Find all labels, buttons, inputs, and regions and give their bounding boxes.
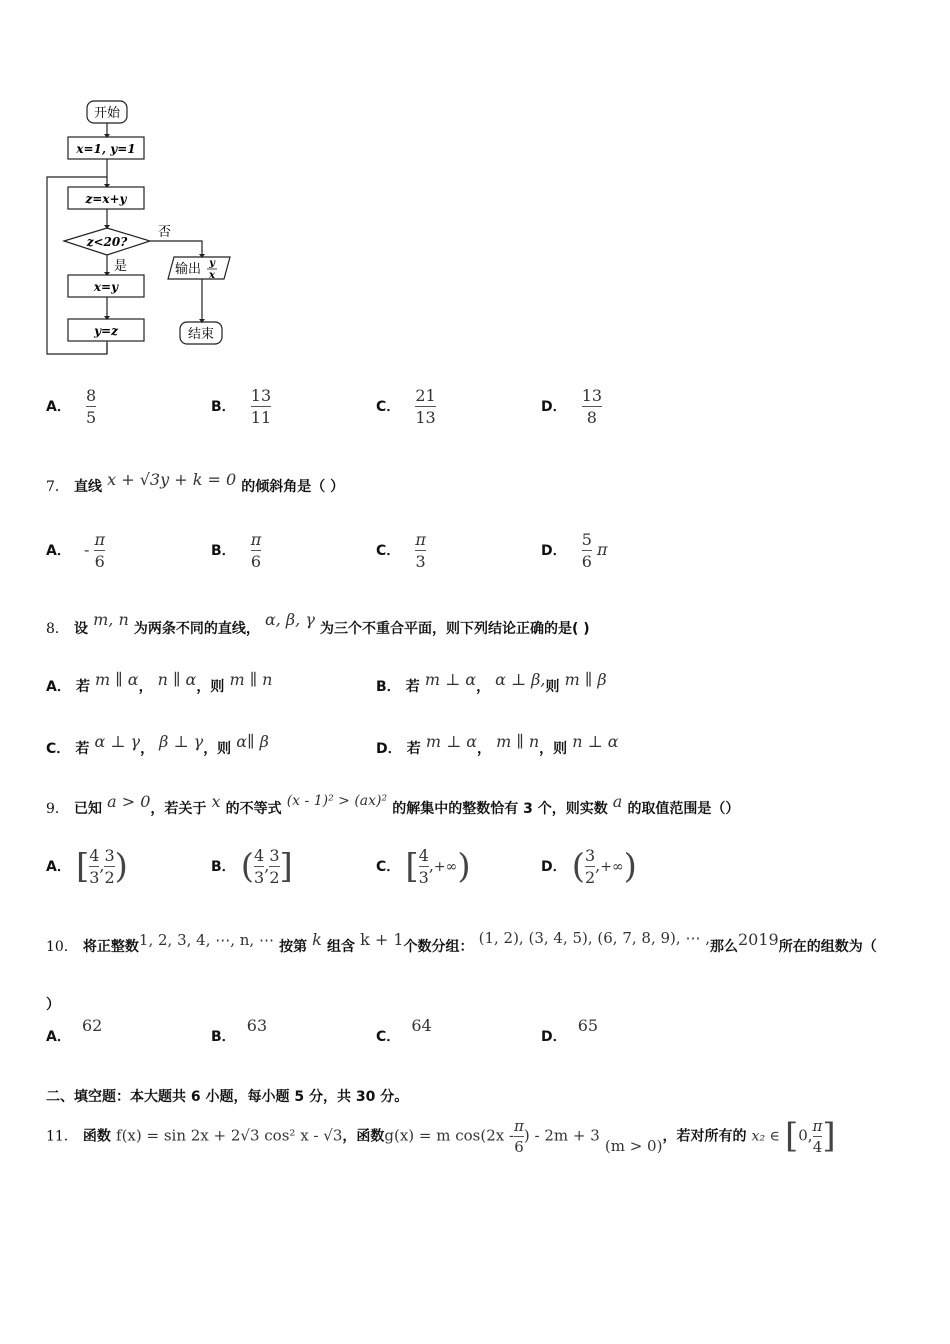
interval-bracket: (: [571, 846, 585, 887]
question-text: ，若关于: [150, 801, 207, 817]
interval-left: 0,: [798, 1126, 813, 1145]
q7-option-c[interactable]: [376, 530, 426, 571]
interval-bracket: [: [75, 846, 90, 887]
flowchart-yes-label: 是: [114, 259, 128, 274]
flowchart-output-numerator: y: [209, 258, 215, 269]
option-text: ，: [477, 741, 492, 757]
question-text: 的倾斜角是（ ）: [241, 479, 345, 495]
fraction-denominator: 6: [581, 552, 592, 572]
option-text: 若: [405, 679, 420, 695]
q9-option-a[interactable]: [46, 846, 128, 887]
q9-stem: [46, 792, 740, 818]
interval-bracket: ]: [279, 846, 293, 887]
q10-option-a[interactable]: [46, 1016, 103, 1046]
variable-a: a: [612, 792, 623, 811]
pi-symbol: π: [597, 540, 608, 560]
option-value: 64: [411, 1016, 432, 1035]
flowchart: [40, 95, 240, 360]
option-text: ，则: [196, 679, 225, 695]
fraction-numerator: 5: [581, 530, 592, 549]
conclusion-math: n ⊥ α: [572, 732, 619, 751]
question-text: 所在的组数为（: [778, 939, 877, 955]
fraction-numerator: 3: [269, 846, 280, 865]
condition-math: α ⊥ β,: [495, 670, 546, 689]
group-size-math: k + 1: [360, 930, 404, 949]
q6-option-b[interactable]: [211, 386, 271, 427]
fraction-numerator: 13: [250, 386, 272, 405]
question-text: 的取值范围是（）: [627, 801, 740, 817]
fraction-denominator: 6: [514, 1137, 524, 1156]
fraction-denominator: 4: [812, 1137, 823, 1156]
condition-math: n ∥ α: [157, 670, 197, 689]
line-equation: x + √3y + k = 0: [107, 470, 237, 489]
condition-math: m ⊥ α: [424, 670, 477, 689]
option-letter: D．: [376, 741, 402, 757]
q7-option-d[interactable]: [541, 530, 608, 571]
q10-stem: [46, 929, 877, 956]
option-letter: A．: [46, 859, 71, 876]
fraction-numerator: 3: [104, 846, 115, 865]
question-number: 8．: [46, 621, 69, 637]
q8-stem: [46, 610, 590, 638]
comma: ,: [428, 856, 434, 876]
condition-math: α ⊥ γ: [94, 732, 141, 751]
fraction-numerator: 4: [89, 846, 100, 865]
fraction-numerator: 8: [85, 386, 97, 405]
option-letter: A．: [46, 399, 71, 416]
fraction-numerator: π: [94, 530, 105, 549]
question-text: ，函数: [342, 1128, 385, 1145]
question-text: 为两条不同的直线，: [133, 621, 260, 637]
option-text: ，: [476, 679, 491, 695]
question-text: 按第: [279, 939, 308, 955]
q9-option-c[interactable]: [376, 846, 471, 887]
q9-option-d[interactable]: [541, 846, 637, 887]
option-text: 则: [545, 679, 560, 695]
option-text: ，: [138, 679, 153, 695]
option-letter: C．: [376, 1029, 401, 1045]
conclusion-math: α∥ β: [236, 732, 269, 751]
option-letter: D．: [541, 399, 567, 416]
option-letter: D．: [541, 1029, 567, 1045]
flowchart-assign-x-label: x=y: [93, 280, 119, 294]
fraction-numerator: π: [250, 530, 262, 549]
option-text: 若: [75, 679, 90, 695]
q6-option-c[interactable]: [376, 386, 436, 427]
conclusion-math: m ∥ n: [229, 670, 273, 689]
variable-x2: x₂ ∈: [751, 1128, 780, 1145]
flowchart-assign-z-label: z=x+y: [85, 192, 127, 206]
condition-math: (m > 0): [604, 1136, 663, 1155]
option-letter: A．: [46, 1029, 71, 1045]
flowchart-no-label: 否: [158, 225, 172, 240]
question-text: 将正整数: [82, 939, 139, 955]
fraction-numerator: π: [415, 530, 426, 549]
flowchart-output-label: 输出: [175, 262, 202, 277]
q10-close-paren: ）: [46, 997, 60, 1013]
fraction-numerator: π: [514, 1116, 524, 1135]
fraction-numerator: 4: [418, 846, 429, 865]
function-g-math: ) - 2m + 3: [523, 1126, 600, 1145]
question-text: 直线: [74, 479, 103, 495]
question-text: 为三个不重合平面，则下列结论正确的是( ): [320, 621, 590, 637]
interval-bracket: [: [405, 846, 419, 887]
fraction-numerator: 4: [254, 846, 265, 865]
question-text: 的不等式: [225, 801, 282, 817]
option-letter: A．: [46, 679, 71, 695]
fraction-denominator: 13: [415, 408, 436, 428]
option-letter: A．: [46, 543, 71, 560]
question-text: 已知: [74, 801, 103, 817]
q7-option-a[interactable]: [46, 530, 105, 571]
q9-option-b[interactable]: [211, 846, 293, 887]
q10-option-c[interactable]: [376, 1016, 432, 1046]
fraction-denominator: 11: [250, 408, 272, 428]
question-number: 11．: [46, 1128, 78, 1145]
q11-stem: 11． 函数 f(x) = sin 2x + 2√3 cos² x - √3，函数g(x) = m cos(2x - $\frac{\pi}{6}$ ) - 2m + 3 (m > 0)，若对所有的 x₂ ∈ [0, $\frac{\pi}{4}$ ]: [46, 1116, 836, 1156]
fraction-denominator: 6: [250, 552, 262, 572]
condition-math: m ∥ n: [496, 732, 540, 751]
q6-option-a[interactable]: [46, 386, 96, 427]
fraction-denominator: 6: [94, 552, 105, 572]
option-letter: B．: [211, 859, 236, 876]
fraction-denominator: 5: [85, 408, 97, 428]
q8-option-c[interactable]: [46, 732, 269, 758]
option-letter: C．: [376, 543, 401, 560]
option-letter: D．: [541, 859, 567, 876]
interval-bracket: ): [457, 846, 471, 887]
plane-variables: α, β, γ: [264, 610, 315, 629]
infinity: +∞: [433, 859, 458, 876]
interval-bracket: ): [114, 846, 128, 887]
option-value: 63: [246, 1016, 268, 1035]
option-letter: B．: [211, 399, 236, 416]
option-value: 62: [81, 1016, 103, 1035]
condition-math: β ⊥ γ: [159, 732, 204, 751]
q6-option-d[interactable]: [541, 386, 602, 427]
question-number: 10．: [46, 939, 78, 955]
q8-option-a[interactable]: [46, 670, 273, 696]
fraction-denominator: 3: [415, 552, 426, 572]
option-text: ，则: [539, 741, 568, 757]
interval-bracket: ): [623, 846, 637, 887]
comma: ,: [595, 856, 601, 876]
function-f-math: f(x) = sin 2x + 2√3 cos² x - √3: [116, 1126, 343, 1145]
flowchart-end-label: 结束: [187, 327, 215, 342]
function-g-math: g(x) = m cos(2x -: [384, 1126, 515, 1145]
fraction-denominator: 2: [104, 868, 115, 888]
interval-bracket: (: [240, 846, 255, 887]
question-text: 组含: [326, 939, 355, 955]
inequality-math: (x - 1)² > (ax)²: [286, 793, 388, 809]
question-number: 9．: [46, 801, 69, 817]
variable-k: k: [312, 930, 322, 949]
question-text: ，若对所有的: [662, 1128, 747, 1145]
infinity: +∞: [600, 859, 624, 876]
flowchart-output-denominator: x: [209, 270, 215, 281]
sequence-math: 1, 2, 3, 4, ⋯, n, ⋯: [138, 931, 274, 949]
question-number: 7．: [46, 479, 69, 495]
fraction-denominator: 3: [89, 868, 100, 888]
q7-option-b[interactable]: [211, 530, 261, 571]
condition-math: a > 0: [107, 792, 151, 811]
comma: ,: [99, 856, 105, 876]
fraction-denominator: 2: [269, 868, 280, 888]
q10-option-d[interactable]: [541, 1016, 599, 1046]
option-text: ，: [140, 741, 155, 757]
option-text: 若: [75, 741, 90, 757]
fraction-denominator: 8: [586, 408, 597, 428]
conclusion-math: m ∥ β: [564, 670, 607, 689]
minus-sign: -: [83, 540, 90, 560]
option-letter: B．: [376, 679, 401, 695]
q8-option-b[interactable]: [376, 670, 607, 696]
option-letter: C．: [376, 399, 401, 416]
option-letter: B．: [211, 543, 236, 560]
q7-stem: [46, 470, 345, 496]
line-variables: m, n: [93, 610, 129, 629]
question-text: 函数: [82, 1128, 111, 1145]
question-text: 那么: [709, 939, 738, 955]
option-text: ，则: [203, 741, 232, 757]
comma: ,: [264, 856, 270, 876]
fraction-numerator: 21: [415, 386, 436, 405]
fraction-denominator: 2: [584, 868, 596, 888]
fraction-denominator: 3: [254, 868, 265, 888]
q8-option-d[interactable]: [376, 732, 619, 758]
flowchart-assign-y-label: y=z: [94, 324, 118, 338]
condition-math: m ∥ α: [95, 670, 139, 689]
section-heading: 二、填空题：本大题共 6 小题，每小题 5 分，共 30 分。: [46, 1089, 409, 1105]
q10-option-b[interactable]: [211, 1016, 268, 1046]
option-letter: D．: [541, 543, 567, 560]
option-letter: B．: [211, 1029, 236, 1045]
question-text: 的解集中的整数恰有 3 个，则实数: [392, 801, 608, 817]
option-value: 65: [577, 1016, 599, 1035]
option-letter: C．: [376, 859, 401, 876]
condition-math: m ⊥ α: [425, 732, 478, 751]
year-number: 2019: [737, 930, 779, 949]
fraction-numerator: 3: [584, 846, 596, 865]
question-text: 设: [74, 621, 89, 637]
flowchart-condition-label: z<20?: [86, 235, 128, 249]
option-text: 若: [406, 741, 421, 757]
option-letter: C．: [46, 741, 71, 757]
fraction-numerator: 13: [581, 386, 603, 405]
fraction-numerator: π: [812, 1116, 823, 1135]
groups-math: (1, 2), (3, 4, 5), (6, 7, 8, 9), ⋯ ,: [478, 929, 710, 947]
flowchart-init-label: x=1, y=1: [76, 142, 136, 156]
fraction-denominator: 3: [418, 868, 429, 888]
variable-x: x: [211, 792, 221, 811]
question-text: 个数分组：: [403, 939, 474, 955]
flowchart-start-label: 开始: [93, 106, 121, 121]
